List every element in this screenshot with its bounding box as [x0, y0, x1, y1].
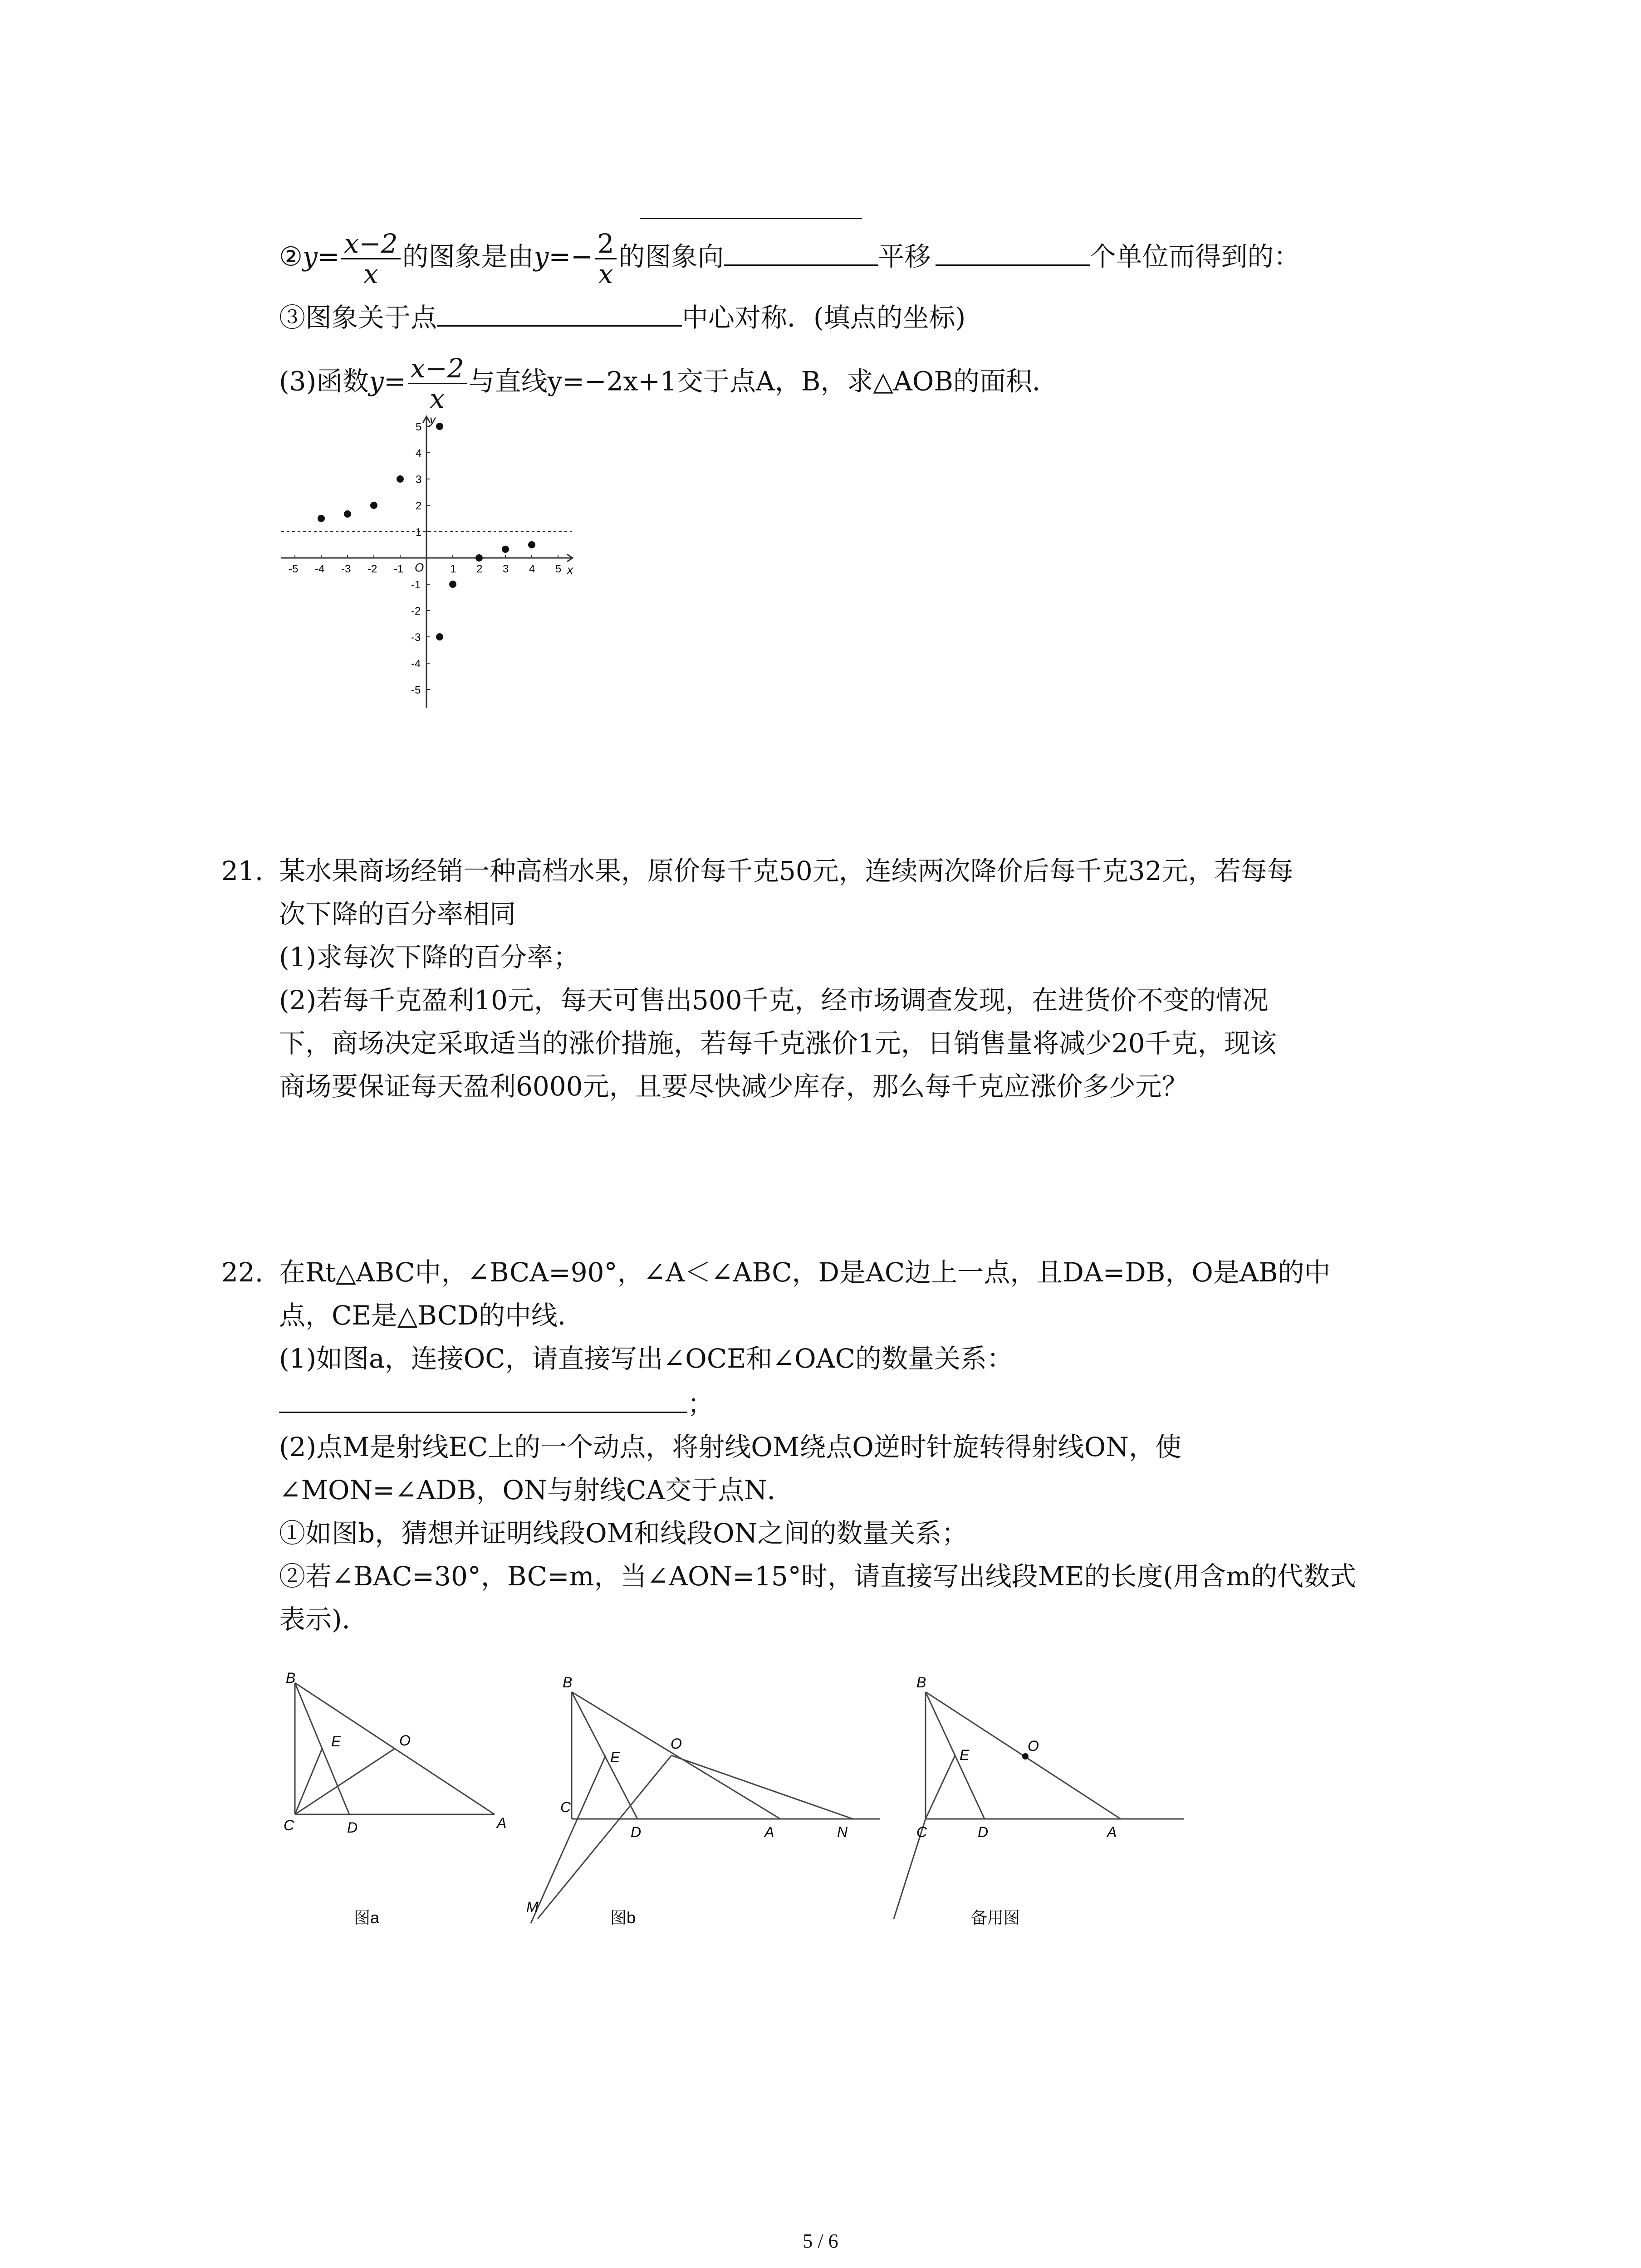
y-tick-label: -3 [411, 631, 421, 644]
q20-fraction-3-num: x−2 [408, 354, 467, 384]
q22-line4 [279, 1386, 714, 1422]
fig-a-label-b: B [286, 1670, 296, 1686]
q22-line3: (1)如图a，连接OC，请直接写出∠OCE和∠OAC的数量关系： [279, 1343, 1013, 1374]
q22-line6: ∠MON=∠ADB，ON与射线CA交于点N． [279, 1475, 794, 1505]
q20-sub2-yeq: y= [303, 241, 340, 272]
fig-c-label-o: O [1028, 1738, 1039, 1754]
x-tick-label: 5 [555, 563, 562, 575]
y-axis-label: y [430, 413, 436, 426]
fig-b-label-n: N [837, 1824, 848, 1840]
q22-line1: 在Rt△ABC中，∠BCA=90°，∠A＜∠ABC，D是AC边上一点，且DA=DB，O是AB的中 [279, 1257, 1331, 1288]
q20-fraction-1-num: x−2 [341, 229, 400, 259]
q21-line3: (1)求每次下降的百分率； [279, 942, 580, 973]
y-tick-label: -4 [411, 658, 421, 670]
y-tick-label: -2 [411, 605, 421, 617]
y-tick-label: 3 [416, 474, 422, 486]
q20-fraction-3-den: x [430, 383, 445, 414]
fig-c-label-a: A [1107, 1824, 1117, 1840]
x-tick-label: 2 [476, 563, 483, 575]
graph-point [370, 502, 377, 509]
fig-b-label-o: O [671, 1735, 682, 1752]
graph-point [397, 475, 404, 483]
units-blank[interactable] [936, 241, 1090, 266]
direction-blank[interactable] [724, 241, 878, 266]
q20-sub2-yeq2: y=− [534, 241, 593, 272]
q20-sub2-tail1: 的图象向 [618, 241, 724, 272]
q20-part3-line [279, 354, 1058, 413]
q20-part3-yeq: y= [369, 366, 406, 397]
x-axis-label: x [567, 563, 573, 577]
fig-a-label-a: A [497, 1815, 507, 1831]
q20-part3-text: 与直线y=−2x+1交于点A，B，求△AOB的面积． [468, 366, 1059, 397]
q21-line4: (2)若每千克盈利10元，每天可售出500千克，经市场调查发现，在进货价不变的情况 [279, 985, 1269, 1016]
x-tick-label: -3 [341, 563, 351, 575]
relation-answer-blank[interactable] [279, 1388, 687, 1413]
q20-fraction-1 [341, 229, 400, 288]
fig-a-caption: 图a [354, 1908, 380, 1927]
q22-line5: (2)点M是射线EC上的一个动点，将射线OM绕点O逆时针旋转得射线ON，使 [279, 1432, 1182, 1462]
q21-line2: 次下降的百分率相同 [279, 899, 516, 929]
graph-point [449, 581, 456, 588]
x-tick-label: 3 [503, 563, 509, 575]
y-tick-label: -1 [411, 579, 421, 591]
x-tick-label: -2 [367, 563, 377, 575]
q20-sub3-text-a: ③图象关于点 [279, 302, 437, 333]
y-tick-label: 1 [416, 526, 422, 538]
q20-sub2-lead: ② [279, 241, 303, 272]
y-tick-label: 2 [416, 500, 422, 512]
fig-c-caption: 备用图 [971, 1908, 1020, 1927]
fig-b-label-a: A [764, 1824, 774, 1840]
q22-number: 22. [221, 1257, 264, 1288]
origin-label: O [415, 561, 424, 574]
figure-spare [880, 1669, 1198, 1950]
q20-fraction-1-den: x [363, 259, 378, 289]
graph-point [436, 633, 443, 640]
x-tick-label: -1 [394, 563, 404, 575]
y-tick-label: 5 [416, 421, 422, 433]
top-answer-blank[interactable] [640, 194, 862, 219]
q20-sub3-line [279, 299, 965, 336]
fig-a-label-d: D [347, 1819, 358, 1836]
q22-line4-end: ； [687, 1388, 714, 1419]
coordinate-graph [272, 408, 581, 717]
q20-fraction-2-num: 2 [595, 229, 617, 259]
q21-line5: 下，商场决定采取适当的涨价措施，若每千克涨价1元，日销售量将减少20千克，现该 [279, 1028, 1277, 1059]
q20-sub2-line [279, 229, 1300, 288]
y-tick-label: 4 [416, 447, 422, 459]
graph-point [528, 541, 535, 548]
x-tick-label: -5 [289, 563, 299, 575]
graph-point [502, 546, 509, 553]
fig-c-label-e: E [960, 1747, 970, 1763]
fig-a-label-c: C [284, 1817, 294, 1833]
q20-fraction-2-den: x [598, 259, 613, 289]
q22-line8: ②若∠BAC=30°，BC=m，当∠AON=15°时，请直接写出线段ME的长度(用含m的代数式 [279, 1561, 1357, 1592]
fig-a-label-o: O [399, 1732, 411, 1749]
figure-b [517, 1669, 894, 1950]
fig-b-label-e: E [610, 1749, 620, 1765]
fig-c-label-c: C [916, 1824, 927, 1840]
fig-c-label-b: B [916, 1674, 926, 1691]
fig-c-label-d: D [978, 1824, 989, 1840]
q20-fraction-3 [408, 354, 467, 413]
graph-point [318, 515, 325, 522]
q22-line9: 表示)． [279, 1604, 368, 1635]
q21-line6: 商场要保证每天盈利6000元，且要尽快减少库存，那么每千克应涨价多少元？ [279, 1071, 1188, 1102]
x-tick-label: 4 [529, 563, 535, 575]
fig-c-point-o [1022, 1753, 1029, 1760]
fig-b-label-m: M [526, 1899, 539, 1915]
graph-point [436, 423, 443, 430]
q22-line7: ①如图b，猜想并证明线段OM和线段ON之间的数量关系； [279, 1518, 968, 1549]
q20-sub2-tail3: 个单位而得到的： [1089, 241, 1300, 272]
q20-fraction-2 [595, 229, 617, 288]
figure-a [263, 1669, 526, 1950]
graph-point [475, 554, 483, 562]
x-tick-label: -4 [315, 563, 325, 575]
q22-line2: 点，CE是△BCD的中线． [279, 1300, 584, 1331]
fig-b-label-b: B [563, 1674, 573, 1691]
q20-sub3-text-b: 中心对称．(填点的坐标) [682, 302, 966, 333]
center-point-blank[interactable] [437, 302, 682, 327]
fig-a-label-e: E [331, 1733, 341, 1750]
q20-part3-lead: (3)函数 [279, 366, 369, 397]
x-tick-label: 1 [450, 563, 456, 575]
graph-point [344, 510, 351, 518]
y-tick-label: -5 [411, 684, 421, 696]
fig-b-label-d: D [631, 1824, 642, 1840]
q21-number: 21. [221, 855, 264, 886]
q20-sub2-mid: 的图象是由 [402, 241, 534, 272]
page-number: 5 / 6 [803, 2230, 838, 2252]
fig-b-caption: 图b [610, 1908, 636, 1927]
q21-line1: 某水果商场经销一种高档水果，原价每千克50元，连续两次降价后每千克32元，若每每 [279, 855, 1293, 886]
q20-sub2-tail2: 平移 [878, 241, 931, 272]
fig-b-label-c: C [560, 1799, 571, 1815]
